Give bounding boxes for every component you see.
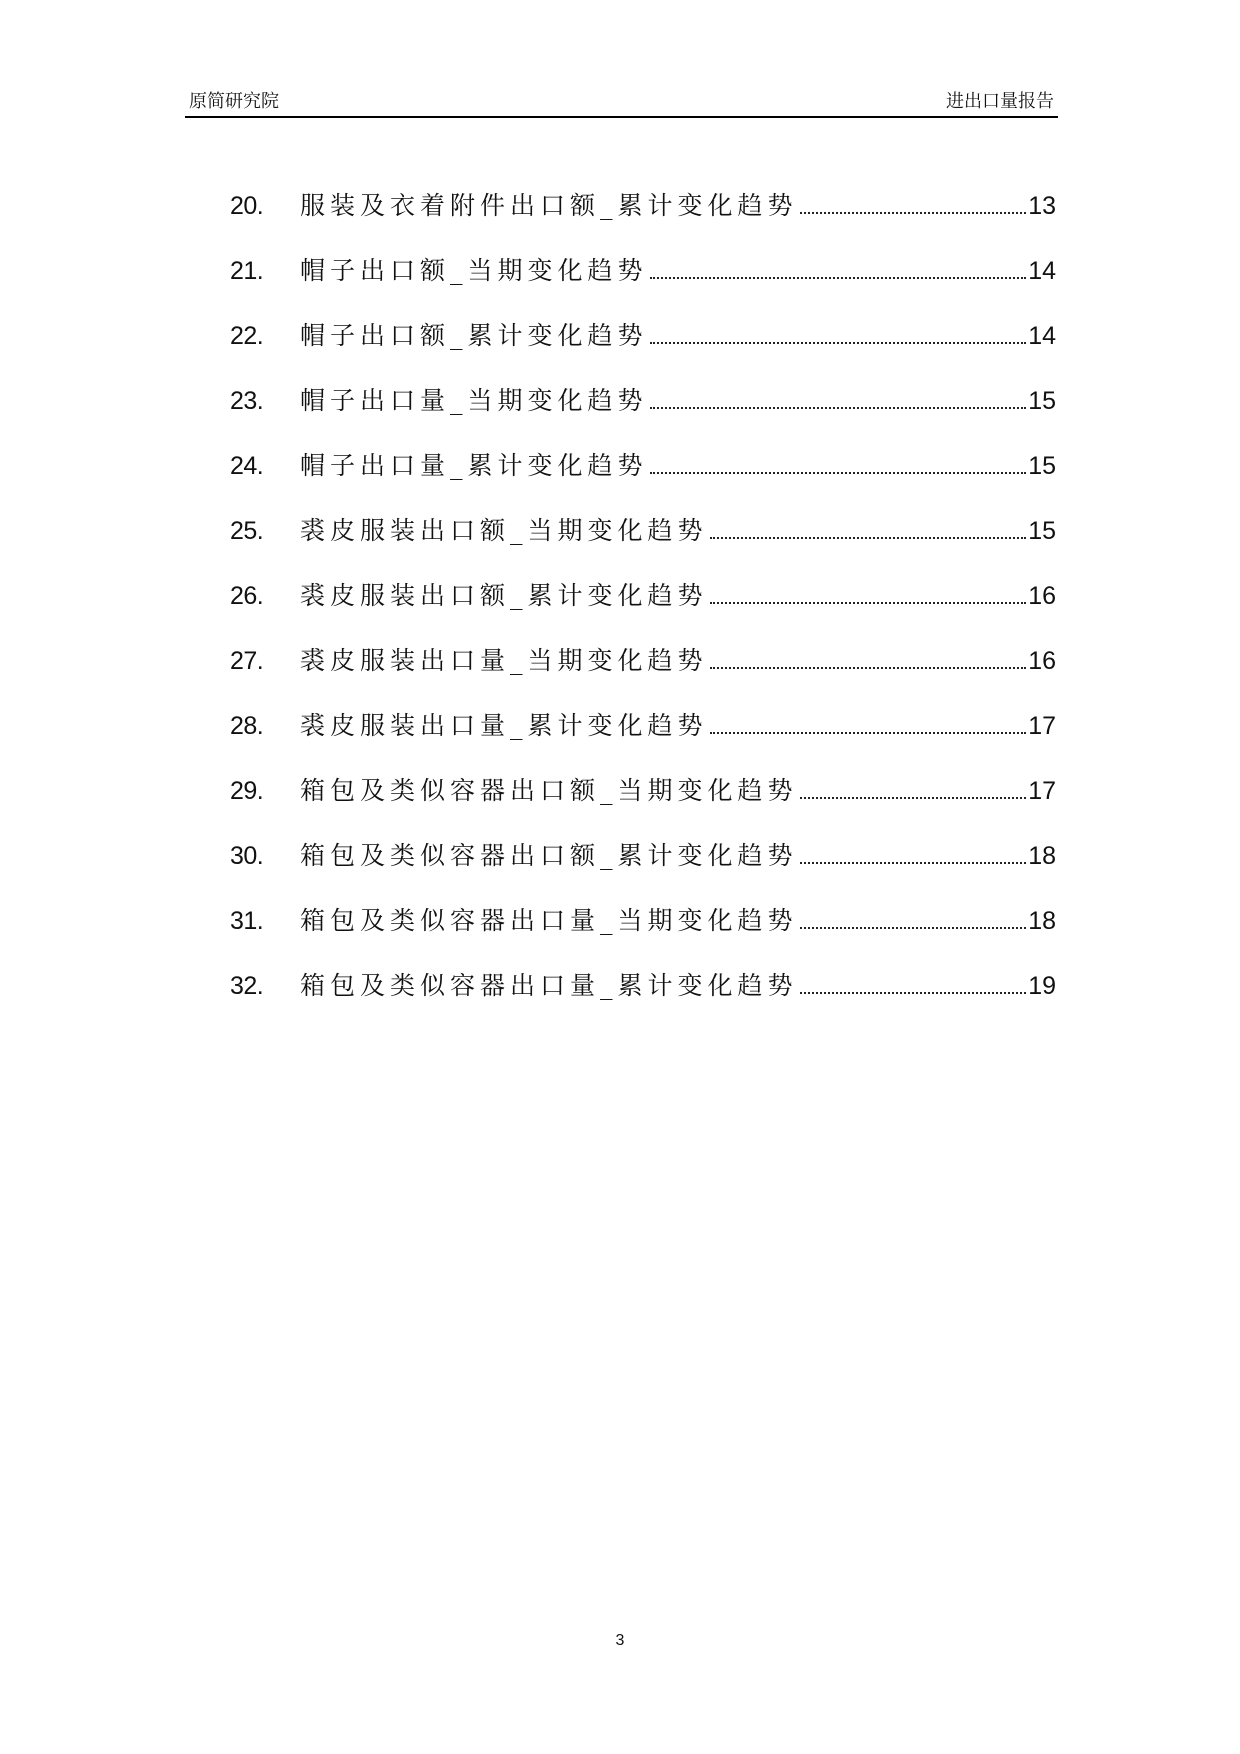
toc-entry-page: 16 xyxy=(1028,582,1056,610)
toc-entry-number: 26. xyxy=(230,582,264,610)
toc-entry-number: 28. xyxy=(230,712,264,740)
toc-entry[interactable] xyxy=(230,548,1056,613)
toc-entry-page: 18 xyxy=(1028,907,1056,935)
toc-entry[interactable] xyxy=(230,938,1056,1003)
table-of-contents xyxy=(230,158,1056,1003)
toc-entry[interactable] xyxy=(230,288,1056,353)
toc-entry-page: 14 xyxy=(1028,257,1056,285)
toc-entry-title: 裘皮服装出口额_当期变化趋势 xyxy=(300,516,708,545)
page-number: 3 xyxy=(615,1632,625,1649)
toc-entry-number: 27. xyxy=(230,647,264,675)
toc-dot-leader xyxy=(800,926,1027,929)
header-organization: 原简研究院 xyxy=(189,91,279,111)
toc-entry-title: 裘皮服装出口量_累计变化趋势 xyxy=(300,711,708,740)
toc-entry-page: 13 xyxy=(1028,192,1056,220)
toc-entry-number: 30. xyxy=(230,842,264,870)
toc-dot-leader xyxy=(710,666,1027,669)
toc-entry-page: 18 xyxy=(1028,842,1056,870)
toc-entry-number: 20. xyxy=(230,192,264,220)
toc-entry-page: 19 xyxy=(1028,972,1056,1000)
toc-dot-leader xyxy=(800,211,1027,214)
toc-entry-title: 箱包及类似容器出口额_累计变化趋势 xyxy=(300,841,798,870)
toc-entry-number: 23. xyxy=(230,387,264,415)
toc-entry-title: 箱包及类似容器出口额_当期变化趋势 xyxy=(300,776,798,805)
toc-entry-page: 14 xyxy=(1028,322,1056,350)
toc-dot-leader xyxy=(650,276,1027,279)
toc-dot-leader xyxy=(710,536,1027,539)
page-header xyxy=(185,88,1058,118)
toc-entry[interactable] xyxy=(230,743,1056,808)
toc-dot-leader xyxy=(650,406,1027,409)
toc-entry[interactable] xyxy=(230,223,1056,288)
toc-entry[interactable] xyxy=(230,678,1056,743)
toc-entry-title: 服装及衣着附件出口额_累计变化趋势 xyxy=(300,191,798,220)
toc-entry-page: 17 xyxy=(1028,777,1056,805)
toc-entry[interactable] xyxy=(230,353,1056,418)
toc-entry-number: 25. xyxy=(230,517,264,545)
toc-dot-leader xyxy=(800,861,1027,864)
toc-entry-page: 17 xyxy=(1028,712,1056,740)
toc-dot-leader xyxy=(710,731,1027,734)
toc-entry-number: 21. xyxy=(230,257,264,285)
toc-entry-page: 15 xyxy=(1028,517,1056,545)
toc-entry[interactable] xyxy=(230,483,1056,548)
toc-entry-title: 帽子出口额_累计变化趋势 xyxy=(300,321,648,350)
toc-entry-title: 裘皮服装出口量_当期变化趋势 xyxy=(300,646,708,675)
toc-entry-page: 15 xyxy=(1028,452,1056,480)
toc-entry-number: 24. xyxy=(230,452,264,480)
toc-entry[interactable] xyxy=(230,613,1056,678)
toc-dot-leader xyxy=(800,991,1027,994)
toc-entry-title: 箱包及类似容器出口量_累计变化趋势 xyxy=(300,971,798,1000)
toc-entry-number: 29. xyxy=(230,777,264,805)
toc-entry[interactable] xyxy=(230,158,1056,223)
toc-dot-leader xyxy=(710,601,1027,604)
toc-dot-leader xyxy=(800,796,1027,799)
toc-entry-number: 32. xyxy=(230,972,264,1000)
header-report-title: 进出口量报告 xyxy=(946,91,1054,111)
toc-dot-leader xyxy=(650,341,1027,344)
toc-entry-title: 帽子出口量_当期变化趋势 xyxy=(300,386,648,415)
toc-dot-leader xyxy=(650,471,1027,474)
toc-entry-page: 15 xyxy=(1028,387,1056,415)
toc-entry-title: 帽子出口量_累计变化趋势 xyxy=(300,451,648,480)
toc-entry-number: 22. xyxy=(230,322,264,350)
toc-entry[interactable] xyxy=(230,418,1056,483)
toc-entry-title: 箱包及类似容器出口量_当期变化趋势 xyxy=(300,906,798,935)
toc-entry-title: 帽子出口额_当期变化趋势 xyxy=(300,256,648,285)
toc-entry-page: 16 xyxy=(1028,647,1056,675)
toc-entry[interactable] xyxy=(230,873,1056,938)
toc-entry-title: 裘皮服装出口额_累计变化趋势 xyxy=(300,581,708,610)
toc-entry-number: 31. xyxy=(230,907,264,935)
toc-entry[interactable] xyxy=(230,808,1056,873)
